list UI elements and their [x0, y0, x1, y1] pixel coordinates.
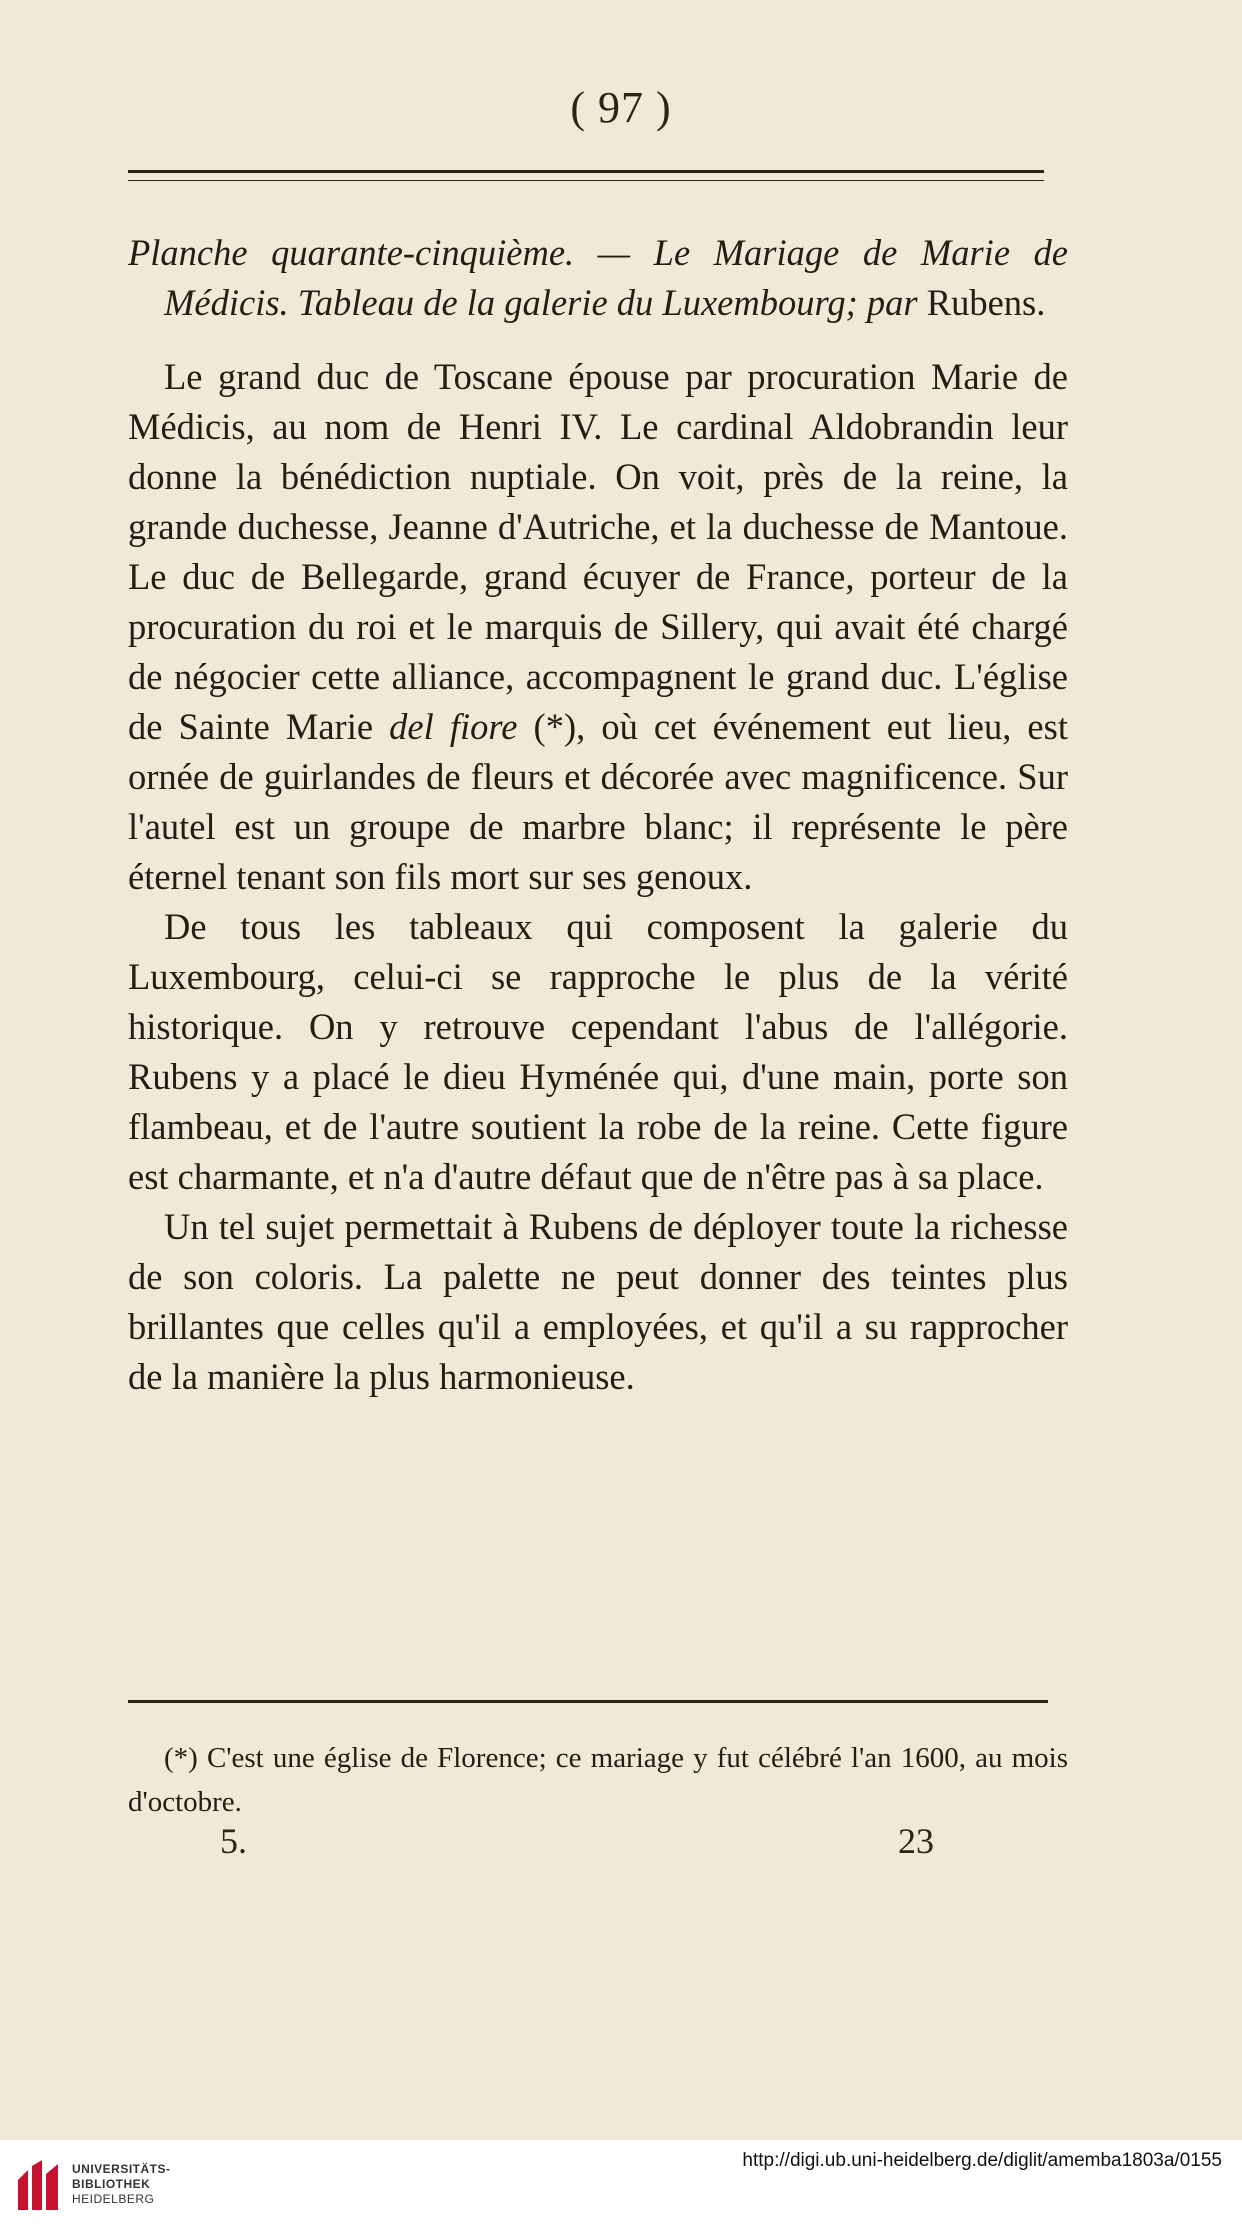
footnote-rule	[128, 1700, 1048, 1703]
page-body	[128, 228, 1068, 1402]
plate-heading-author: Rubens.	[926, 282, 1046, 323]
footnote: (*) C'est une église de Florence; ce mariage y fut célébré l'an 1600, au mois d'octobre.	[128, 1742, 1068, 1818]
plate-heading-title: Planche quarante-cinquième. — Le Mariage de Marie de Médicis. Tableau de la galerie du Luxembourg; par	[128, 232, 1068, 323]
signature-mark: 5.	[220, 1821, 247, 1861]
library-name	[72, 2162, 171, 2207]
gathering-mark: 23	[898, 1821, 934, 1861]
paragraph-1-text-a: Le grand duc de Toscane épouse par procuration Marie de Médicis, au nom de Henri IV. Le cardinal Aldobrandin leur donne la bénédiction nuptiale. On voit, près de la reine, la grande duchesse, Jeanne d'Autriche, et la duchesse de Mantoue. Le duc de Bellegarde, grand écuyer de France, porteur de la procuration du roi et le marquis de Sillery, qui avait été chargé de négocier cette alliance, accompagnent le grand duc. L'église de Sainte Marie	[128, 356, 1068, 747]
university-library-logo-icon	[14, 2158, 62, 2214]
page-number: ( 97 )	[570, 83, 672, 132]
paragraph-2: De tous les tableaux qui composent la galerie du Luxembourg, celui-ci se rapproche le plus de la vérité historique. On y retrouve cependant l'abus de l'allégorie. Rubens y a placé le dieu Hyménée qui, d'une main, porte son flambeau, et de l'autre soutient la robe de la reine. Cette figure est charmante, et n'a d'autre défaut que de n'être pas à sa place.	[128, 906, 1068, 1197]
source-url-link[interactable]: http://digi.ub.uni-heidelberg.de/diglit/amemba1803a/0155	[742, 2150, 1222, 2171]
library-name-line-3: HEIDELBERG	[72, 2192, 155, 2206]
paragraph-1-text-b: (*), où cet événement eut lieu, est ornée de guirlandes de fleurs et décorée avec magnificence. Sur l'autel est un groupe de marbre blanc; il représente le père éternel tenant son fils mort sur ses genoux.	[128, 706, 1068, 897]
library-name-line-1: UNIVERSITÄTS-	[72, 2162, 171, 2176]
paragraph-1	[128, 352, 1068, 902]
header-rule-thin	[128, 180, 1044, 181]
paragraph-3: Un tel sujet permettait à Rubens de déployer toute la richesse de son coloris. La palette ne peut donner des teintes plus brillantes que celles qu'il a employées, et qu'il a su rapprocher de la manière la plus harmonieuse.	[128, 1206, 1068, 1397]
paragraph-1-italic: del fiore	[389, 706, 518, 747]
header-rule	[128, 170, 1044, 173]
library-footer	[0, 2140, 1242, 2230]
plate-heading	[128, 228, 1068, 328]
library-name-line-2: BIBLIOTHEK	[72, 2177, 151, 2191]
